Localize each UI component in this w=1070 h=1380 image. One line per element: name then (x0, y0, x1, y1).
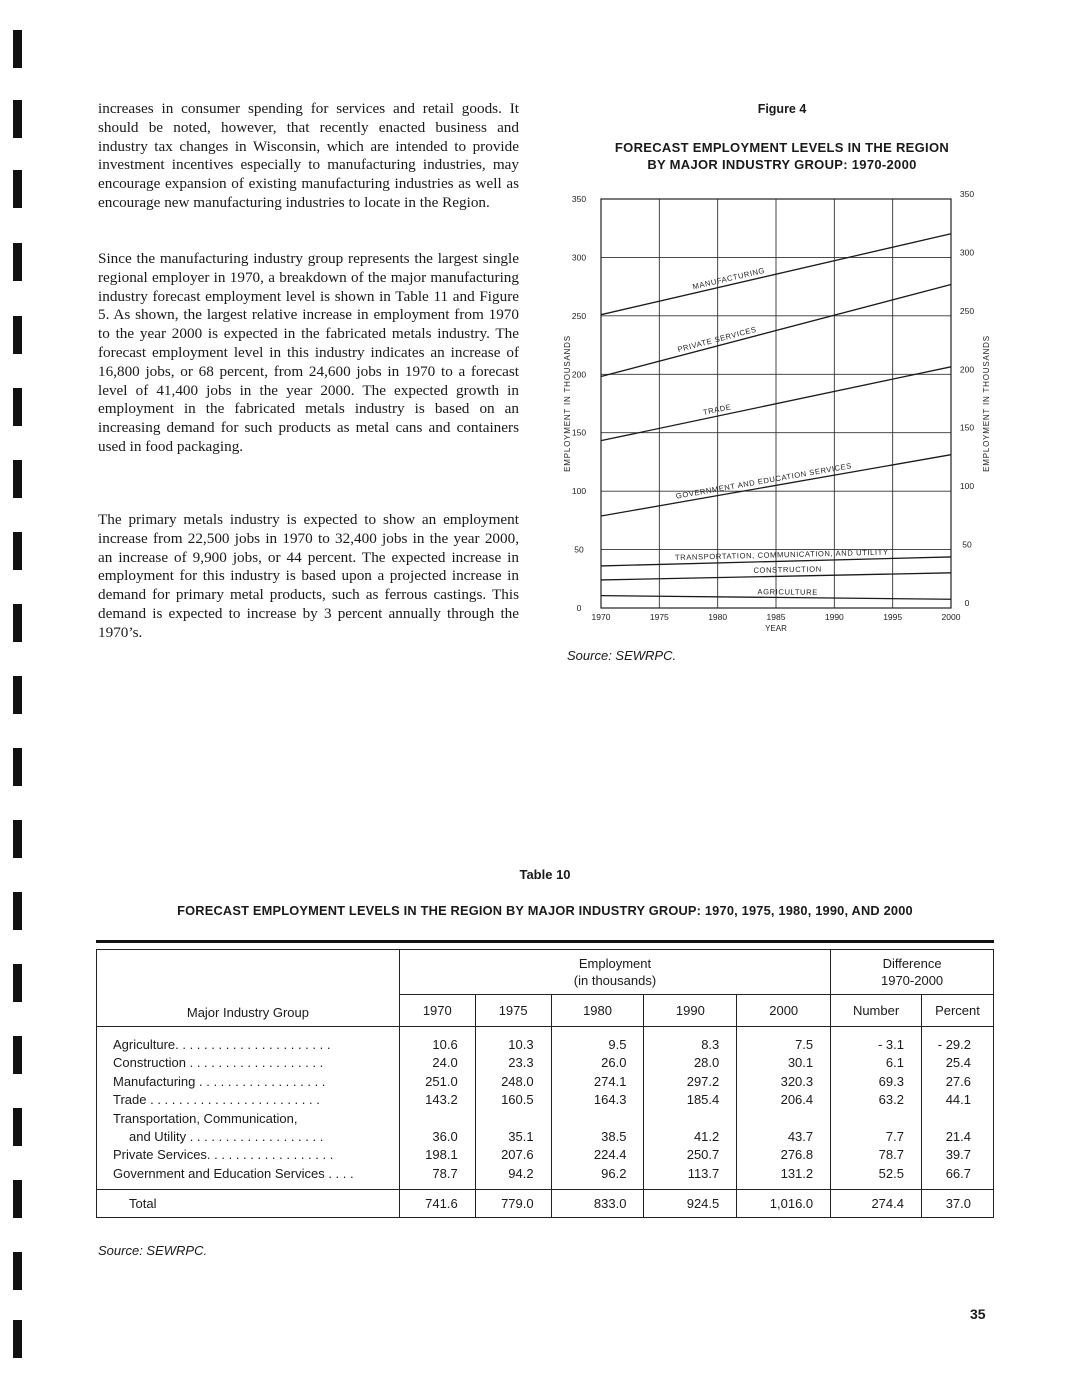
table-top-rule (96, 940, 994, 943)
x-tick-label: 1990 (824, 612, 844, 622)
y-tick-label-right: 0 (964, 598, 970, 608)
series-label: AGRICULTURE (757, 587, 818, 597)
group-header: Major Industry Group (97, 950, 400, 1027)
total-1990: 924.5 (644, 1190, 737, 1218)
total-2000: 1,016.0 (737, 1190, 831, 1218)
y-tick-label-right: 200 (959, 364, 975, 375)
y-tick-label-left: 250 (571, 310, 587, 321)
cell: - 3.1 (877, 1037, 904, 1052)
cell: 185.4 (686, 1092, 720, 1108)
total-1970: 741.6 (399, 1190, 475, 1218)
margin-mark (13, 170, 22, 208)
cell: 35.1 (508, 1128, 534, 1144)
cell: 39.7 (945, 1147, 971, 1163)
employment-table (96, 949, 994, 1218)
cell: 24.0 (432, 1055, 458, 1071)
total-row (97, 1190, 994, 1218)
employment-header-line-2: (in thousands) (573, 973, 657, 988)
y-axis-label-left: EMPLOYMENT IN THOUSANDS (563, 335, 572, 472)
cell: 52.5 (878, 1165, 904, 1181)
margin-mark (13, 1108, 22, 1146)
x-tick-label: 1970 (591, 612, 611, 622)
y-tick-label-right: 150 (959, 422, 975, 433)
column-2000 (737, 1027, 831, 1190)
y-tick-label-left: 200 (571, 369, 587, 380)
cell: 251.0 (425, 1073, 458, 1089)
cell: 9.5 (608, 1037, 627, 1052)
cell: 143.2 (425, 1092, 458, 1108)
margin-mark (13, 316, 22, 354)
cell: 164.3 (593, 1092, 627, 1108)
margin-mark (13, 1036, 22, 1074)
employment-header-line-1: Employment (578, 956, 652, 971)
table-title: FORECAST EMPLOYMENT LEVELS IN THE REGION BY MAJOR INDUSTRY GROUP: 1970, 1975, 1980, 1990, AND 2000 (177, 903, 913, 918)
year-header-1975: 1975 (475, 995, 551, 1027)
y-tick-label-left: 0 (576, 603, 582, 613)
x-tick-label: 1975 (649, 612, 669, 622)
margin-mark (13, 388, 22, 426)
figure-number: Figure 4 (757, 102, 807, 116)
cell: 131.2 (780, 1165, 814, 1181)
cell: 10.6 (432, 1037, 458, 1052)
cell: 36.0 (432, 1128, 458, 1144)
cell: 206.4 (780, 1092, 814, 1108)
row-label: and Utility . . . . . . . . . . . . . . . . . . . (129, 1128, 324, 1144)
figure-title-line-1: FORECAST EMPLOYMENT LEVELS IN THE REGION (614, 140, 950, 155)
percent-header: Percent (921, 995, 993, 1027)
y-tick-label-right: 250 (959, 305, 975, 316)
cell (644, 1110, 736, 1128)
cell: 207.6 (501, 1147, 534, 1163)
figure-title-line-2: BY MAJOR INDUSTRY GROUP: 1970-2000 (647, 157, 917, 172)
column-1970 (399, 1027, 475, 1190)
row-label: Construction . . . . . . . . . . . . . . . . . . . (113, 1055, 324, 1071)
row-label: Transportation, Communication, (113, 1110, 298, 1126)
cell: 10.3 (508, 1037, 534, 1052)
x-tick-label: 2000 (941, 612, 961, 622)
cell: 248.0 (501, 1073, 534, 1089)
total-1980: 833.0 (551, 1190, 644, 1218)
column-1975 (475, 1027, 551, 1190)
cell: 38.5 (601, 1128, 627, 1144)
difference-header-line-2: 1970-2000 (880, 973, 944, 988)
column-1990 (644, 1027, 737, 1190)
cell: 44.1 (945, 1092, 971, 1108)
series-label: PRIVATE SERVICES (676, 324, 758, 355)
margin-mark (13, 676, 22, 714)
column-difference-percent (921, 1027, 993, 1190)
margin-mark (13, 1180, 22, 1218)
y-tick-label-right: 300 (959, 247, 975, 258)
employment-line-chart (555, 185, 995, 640)
y-axis-label-right: EMPLOYMENT IN THOUSANDS (982, 335, 991, 472)
cell: 27.6 (945, 1073, 971, 1089)
margin-mark (13, 532, 22, 570)
series-label: TRANSPORTATION, COMMUNICATION, AND UTILITY (674, 547, 889, 563)
x-axis-label: YEAR (765, 624, 787, 633)
employment-header (399, 950, 830, 995)
number-header: Number (831, 995, 922, 1027)
cell: 21.4 (945, 1128, 971, 1144)
cell: 63.2 (878, 1092, 904, 1108)
margin-mark (13, 892, 22, 930)
cell: 96.2 (601, 1165, 627, 1181)
page-number: 35 (970, 1306, 986, 1322)
row-label: Agriculture. . . . . . . . . . . . . . . . . . . . . . (113, 1037, 331, 1052)
cell: 78.7 (878, 1147, 904, 1163)
series-label: MANUFACTURING (691, 265, 766, 292)
margin-mark (13, 460, 22, 498)
table-number: Table 10 (519, 867, 571, 882)
row-label: Private Services. . . . . . . . . . . . . . . . . . (113, 1147, 334, 1163)
row-label: Manufacturing . . . . . . . . . . . . . . . . . . (113, 1073, 326, 1089)
column-difference-number (831, 1027, 922, 1190)
cell (476, 1110, 551, 1128)
year-header-1970: 1970 (399, 995, 475, 1027)
series-label: GOVERNMENT AND EDUCATION SERVICES (675, 461, 853, 501)
margin-mark (13, 820, 22, 858)
cell: 320.3 (780, 1073, 814, 1089)
margin-mark (13, 243, 22, 281)
cell: 113.7 (687, 1165, 720, 1181)
x-tick-label: 1985 (766, 612, 786, 622)
y-tick-label-left: 100 (571, 486, 587, 497)
column-1980 (551, 1027, 644, 1190)
y-tick-label-right: 50 (962, 539, 972, 550)
cell: 25.4 (945, 1055, 971, 1071)
year-header-1980: 1980 (551, 995, 644, 1027)
y-tick-label-right: 100 (959, 481, 975, 492)
margin-mark (13, 1252, 22, 1290)
cell: 297.2 (686, 1073, 720, 1089)
cell: 7.7 (885, 1128, 904, 1144)
total-difference-number: 274.4 (831, 1190, 922, 1218)
margin-mark (13, 604, 22, 642)
row-label: Trade . . . . . . . . . . . . . . . . . . . . . . . . (113, 1092, 320, 1108)
cell: 160.5 (501, 1092, 534, 1108)
cell: 43.7 (787, 1128, 814, 1144)
y-tick-label-left: 150 (571, 427, 587, 438)
cell: 78.7 (432, 1165, 458, 1181)
total-difference-percent: 37.0 (921, 1190, 993, 1218)
cell (400, 1110, 475, 1128)
series-label: TRADE (702, 402, 733, 417)
body-paragraph-3: The primary metals industry is expected to show an employment increase from 22,500 jobs in 1970 to 32,400 jobs in the year 2000, an increase of 9,900 jobs, or 44 percent. The expected increase in employment for this industry is based upon a projected increase in demand for primary metal products, such as ferrous castings. This demand is expected to increase by 3 percent annually through the 1970’s. (98, 511, 519, 641)
cell (831, 1110, 921, 1128)
x-tick-label: 1980 (708, 612, 728, 622)
figure-source: Source: SEWRPC. (567, 648, 677, 663)
cell (922, 1110, 993, 1128)
cell: - 29.2 (937, 1037, 971, 1052)
table-body-row (97, 1027, 994, 1190)
year-header-2000: 2000 (737, 995, 831, 1027)
difference-header-line-1: Difference (882, 956, 942, 971)
cell: 276.8 (780, 1147, 814, 1163)
y-tick-label-left: 350 (571, 194, 587, 204)
cell: 250.7 (686, 1147, 720, 1163)
year-header-1990: 1990 (644, 995, 737, 1027)
cell: 41.2 (693, 1128, 720, 1144)
cell (552, 1110, 644, 1128)
cell (737, 1110, 830, 1128)
series-label: CONSTRUCTION (753, 564, 822, 575)
difference-header (831, 950, 994, 995)
cell: 94.2 (508, 1165, 534, 1181)
y-tick-label-right: 350 (959, 189, 975, 199)
cell: 66.7 (945, 1165, 971, 1181)
y-tick-label-left: 300 (571, 252, 587, 263)
total-1975: 779.0 (475, 1190, 551, 1218)
cell: 224.4 (593, 1147, 627, 1163)
cell: 30.1 (787, 1055, 814, 1071)
body-paragraph-1: increases in consumer spending for services and retail goods. It should be noted, however, that recently enacted business and industry tax changes in Wisconsin, which are intended to provide investment incentives especially to manufacturing industries, may encourage expansion of existing manufacturing industries as well as encourage new manufacturing industries to locate in the Region. (98, 100, 519, 211)
cell: 26.0 (601, 1055, 627, 1071)
table-source: Source: SEWRPC. (98, 1243, 208, 1258)
total-label: Total (97, 1190, 400, 1218)
margin-mark (13, 964, 22, 1002)
cell: 198.1 (425, 1147, 458, 1163)
margin-mark (13, 748, 22, 786)
cell: 7.5 (795, 1037, 814, 1052)
cell: 28.0 (693, 1055, 720, 1071)
figure-title (570, 139, 994, 173)
x-tick-label: 1995 (883, 612, 903, 622)
cell: 69.3 (878, 1073, 904, 1089)
body-paragraph-2: Since the manufacturing industry group represents the largest single regional employer in 1970, a breakdown of the major manufacturing industry forecast employment level is shown in Table 11 and Figure 5. As shown, the largest relative increase in employment from 1970 to the year 2000 is expected in the fabricated metals industry. The forecast employment level in this industry indicates an increase of 16,800 jobs, or 68 percent, from 24,600 jobs in 1970 to a forecast level of 41,400 jobs in the year 2000. The expected growth in employment in the fabricated metals industry is based on an increasing demand for such products as metal cans and containers used in food packaging. (98, 250, 519, 455)
y-tick-label-left: 50 (574, 544, 584, 555)
margin-mark (13, 100, 22, 138)
industry-labels-cell (97, 1027, 400, 1190)
margin-mark (13, 1320, 22, 1358)
cell: 6.1 (885, 1055, 904, 1071)
row-label: Government and Education Services . . . . (113, 1165, 354, 1181)
cell: 23.3 (508, 1055, 534, 1071)
cell: 274.1 (593, 1073, 627, 1089)
cell: 8.3 (701, 1037, 720, 1052)
margin-mark (13, 30, 22, 68)
